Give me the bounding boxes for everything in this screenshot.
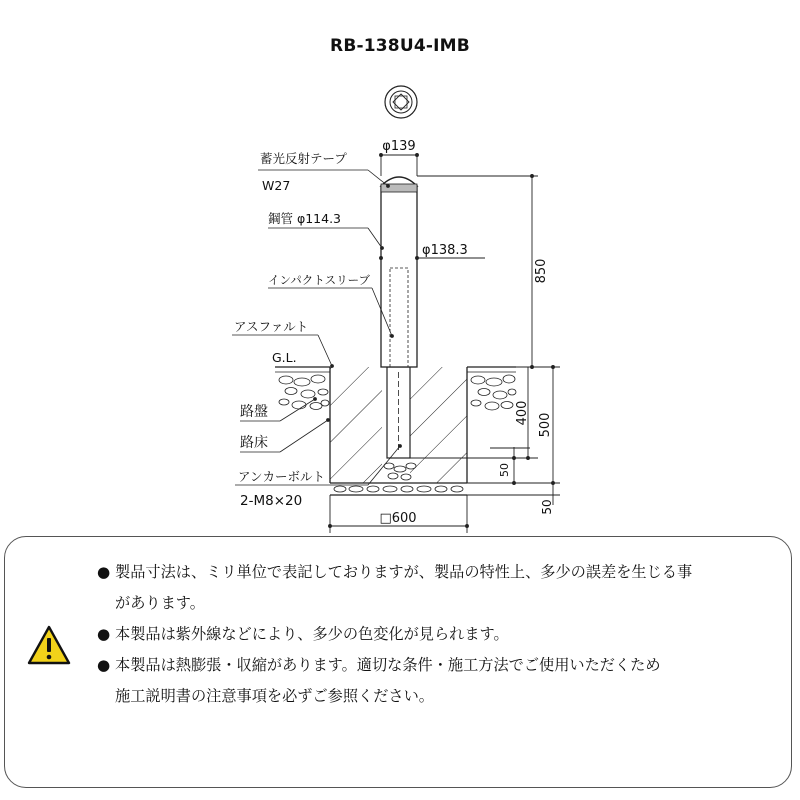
top-dia-dim: φ139 xyxy=(382,139,416,154)
bullet-icon: ● xyxy=(97,656,111,674)
tape-label: 蓄光反射テープ xyxy=(260,151,347,166)
tape-width-label: W27 xyxy=(262,178,291,193)
notice-box xyxy=(4,536,792,788)
asphalt-label: アスファルト xyxy=(234,319,309,334)
notice-list xyxy=(97,557,777,712)
notice-item: ● 製品寸法は、ミリ単位で表記しておりますが、製品の特性上、多少の誤差を生じる事 があります。 xyxy=(97,557,777,619)
anchor-bolt-label: アンカーボルト xyxy=(238,469,326,484)
product-title: RB-138U4-IMB xyxy=(330,36,470,56)
bullet-icon: ● xyxy=(97,563,111,581)
height-dim: 850 xyxy=(534,258,549,284)
anchor-spec-label: 2-M8×20 xyxy=(240,493,303,509)
subgrade-label: 路床 xyxy=(240,435,268,451)
top-view-icon xyxy=(385,86,417,118)
notice-item: ● 本製品は紫外線などにより、多少の色変化が見られます。 xyxy=(97,619,777,650)
base-width-dim: □600 xyxy=(379,511,417,526)
bottom-50-dim: 50 xyxy=(498,463,511,477)
impact-sleeve-label: インパクトスリーブ xyxy=(268,273,371,287)
depth-dim: 500 xyxy=(538,412,553,438)
embed-dim: 400 xyxy=(515,400,530,426)
warning-triangle-icon xyxy=(27,625,71,665)
notice-item: ● 本製品は熱膨張・収縮があります。適切な条件・施工方法でご使用いただくため 施工説明書の注意事項を必ずご参照ください。 xyxy=(97,650,777,712)
roadbed-label: 路盤 xyxy=(240,404,268,420)
ground-right xyxy=(467,367,516,410)
ground-left xyxy=(275,367,330,410)
impact-sleeve-embedded xyxy=(387,367,410,458)
steel-pipe-label: 鋼管 φ114.3 xyxy=(268,211,342,226)
bullet-icon: ● xyxy=(97,625,111,643)
gl-label: G.L. xyxy=(272,350,297,365)
body-dia-dim: φ138.3 xyxy=(422,243,468,258)
base-50-dim: 50 xyxy=(540,499,554,515)
bollard-body xyxy=(381,177,417,367)
